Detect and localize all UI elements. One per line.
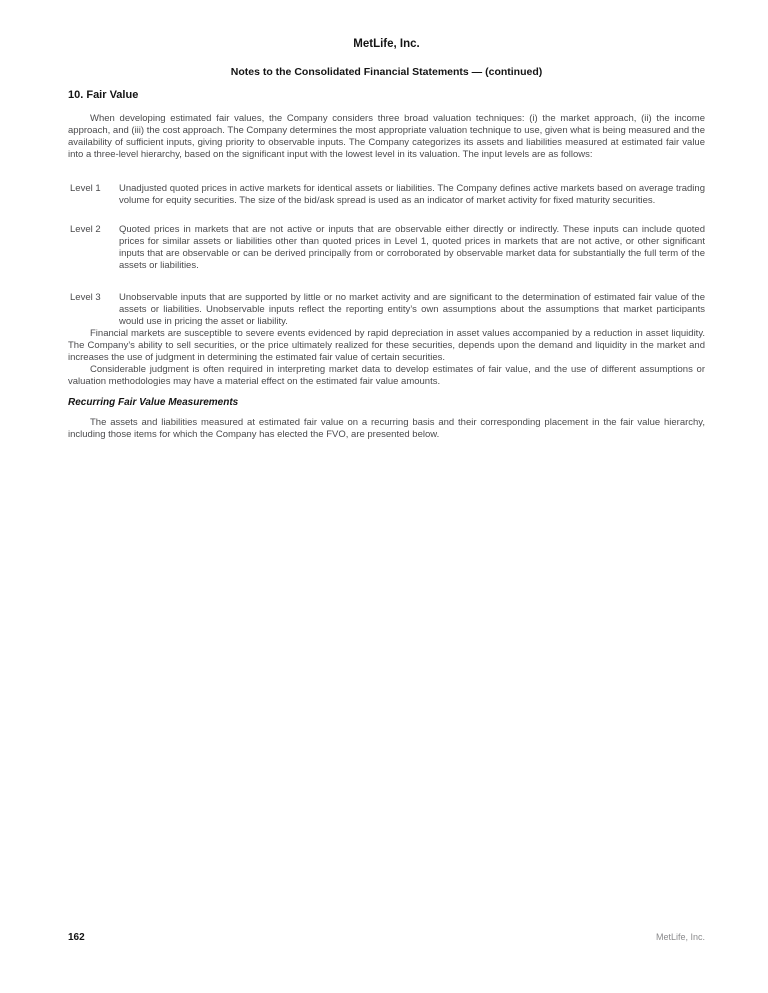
financial-markets-paragraph: Financial markets are susceptible to severe events evidenced by rapid depreciation in asset values accompanied by a reduction in asset liquidity. The Company’s ability to sell securities, or the price ultimately realized for these securities, depends upon the demand and liquidity in the market and increases the use of judgment in determining the estimated fair value of certain securities.	[68, 328, 705, 363]
level-3-row	[68, 292, 705, 328]
level-2-label: Level 2	[70, 224, 101, 235]
level-3-text: Unobservable inputs that are supported by little or no market activity and are significant to the determination of estimated fair value of the assets or liabilities. Unobservable inputs reflect the reporting entity’s own assumptions about the assumptions that market participants would use in pricing the asset or liability.	[119, 292, 705, 327]
level-1-row	[68, 183, 705, 207]
notes-subtitle: Notes to the Consolidated Financial Statements — (continued)	[230, 66, 543, 78]
recurring-intro-paragraph: The assets and liabilities measured at estimated fair value on a recurring basis and their corresponding placement in the fair value hierarchy, including those items for which the Company has elected the FVO, are presented below.	[68, 417, 705, 440]
footer-company: MetLife, Inc.	[655, 932, 705, 942]
level-2-text: Quoted prices in markets that are not active or inputs that are observable either directly or indirectly. These inputs can include quoted prices for similar assets or liabilities other than quoted prices in Level 1, quoted prices in markets that are not active, or other significant inputs that are observable or can be derived principally from or corroborated by observable market data for substantially the full term of the assets or liabilities.	[119, 224, 705, 271]
level-2-row	[68, 224, 705, 272]
company-title: MetLife, Inc.	[353, 38, 420, 50]
subsection-title-recurring-fair-value: Recurring Fair Value Measurements	[68, 397, 239, 408]
level-3-label: Level 3	[70, 292, 101, 303]
section-title-fair-value: 10. Fair Value	[68, 89, 139, 101]
page-footer	[68, 932, 705, 943]
page-content	[0, 0, 768, 441]
considerable-judgment-paragraph: Considerable judgment is often required in interpreting market data to develop estimates of fair value, and the use of different assumptions or valuation methodologies may have a material effect on the estimated fair value amounts.	[68, 364, 705, 387]
page-number: 162	[68, 932, 85, 943]
level-1-text: Unadjusted quoted prices in active markets for identical assets or liabilities. The Company defines active markets based on average trading volume for equity securities. The size of the bid/ask spread is used as an indicator of market activity for fixed maturity securities.	[119, 183, 705, 206]
intro-paragraph: When developing estimated fair values, the Company considers three broad valuation techniques: (i) the market approach, (ii) the income approach, and (iii) the cost approach. The Company determines the most appropriate valuation technique to use, given what is being measured and the availability of sufficient inputs, giving priority to observable inputs. The Company categorizes its assets and liabilities measured at estimated fair value into a three-level hierarchy, based on the significant input with the lowest level in its valuation. The input levels are as follows:	[68, 113, 705, 160]
level-1-label: Level 1	[70, 183, 101, 194]
